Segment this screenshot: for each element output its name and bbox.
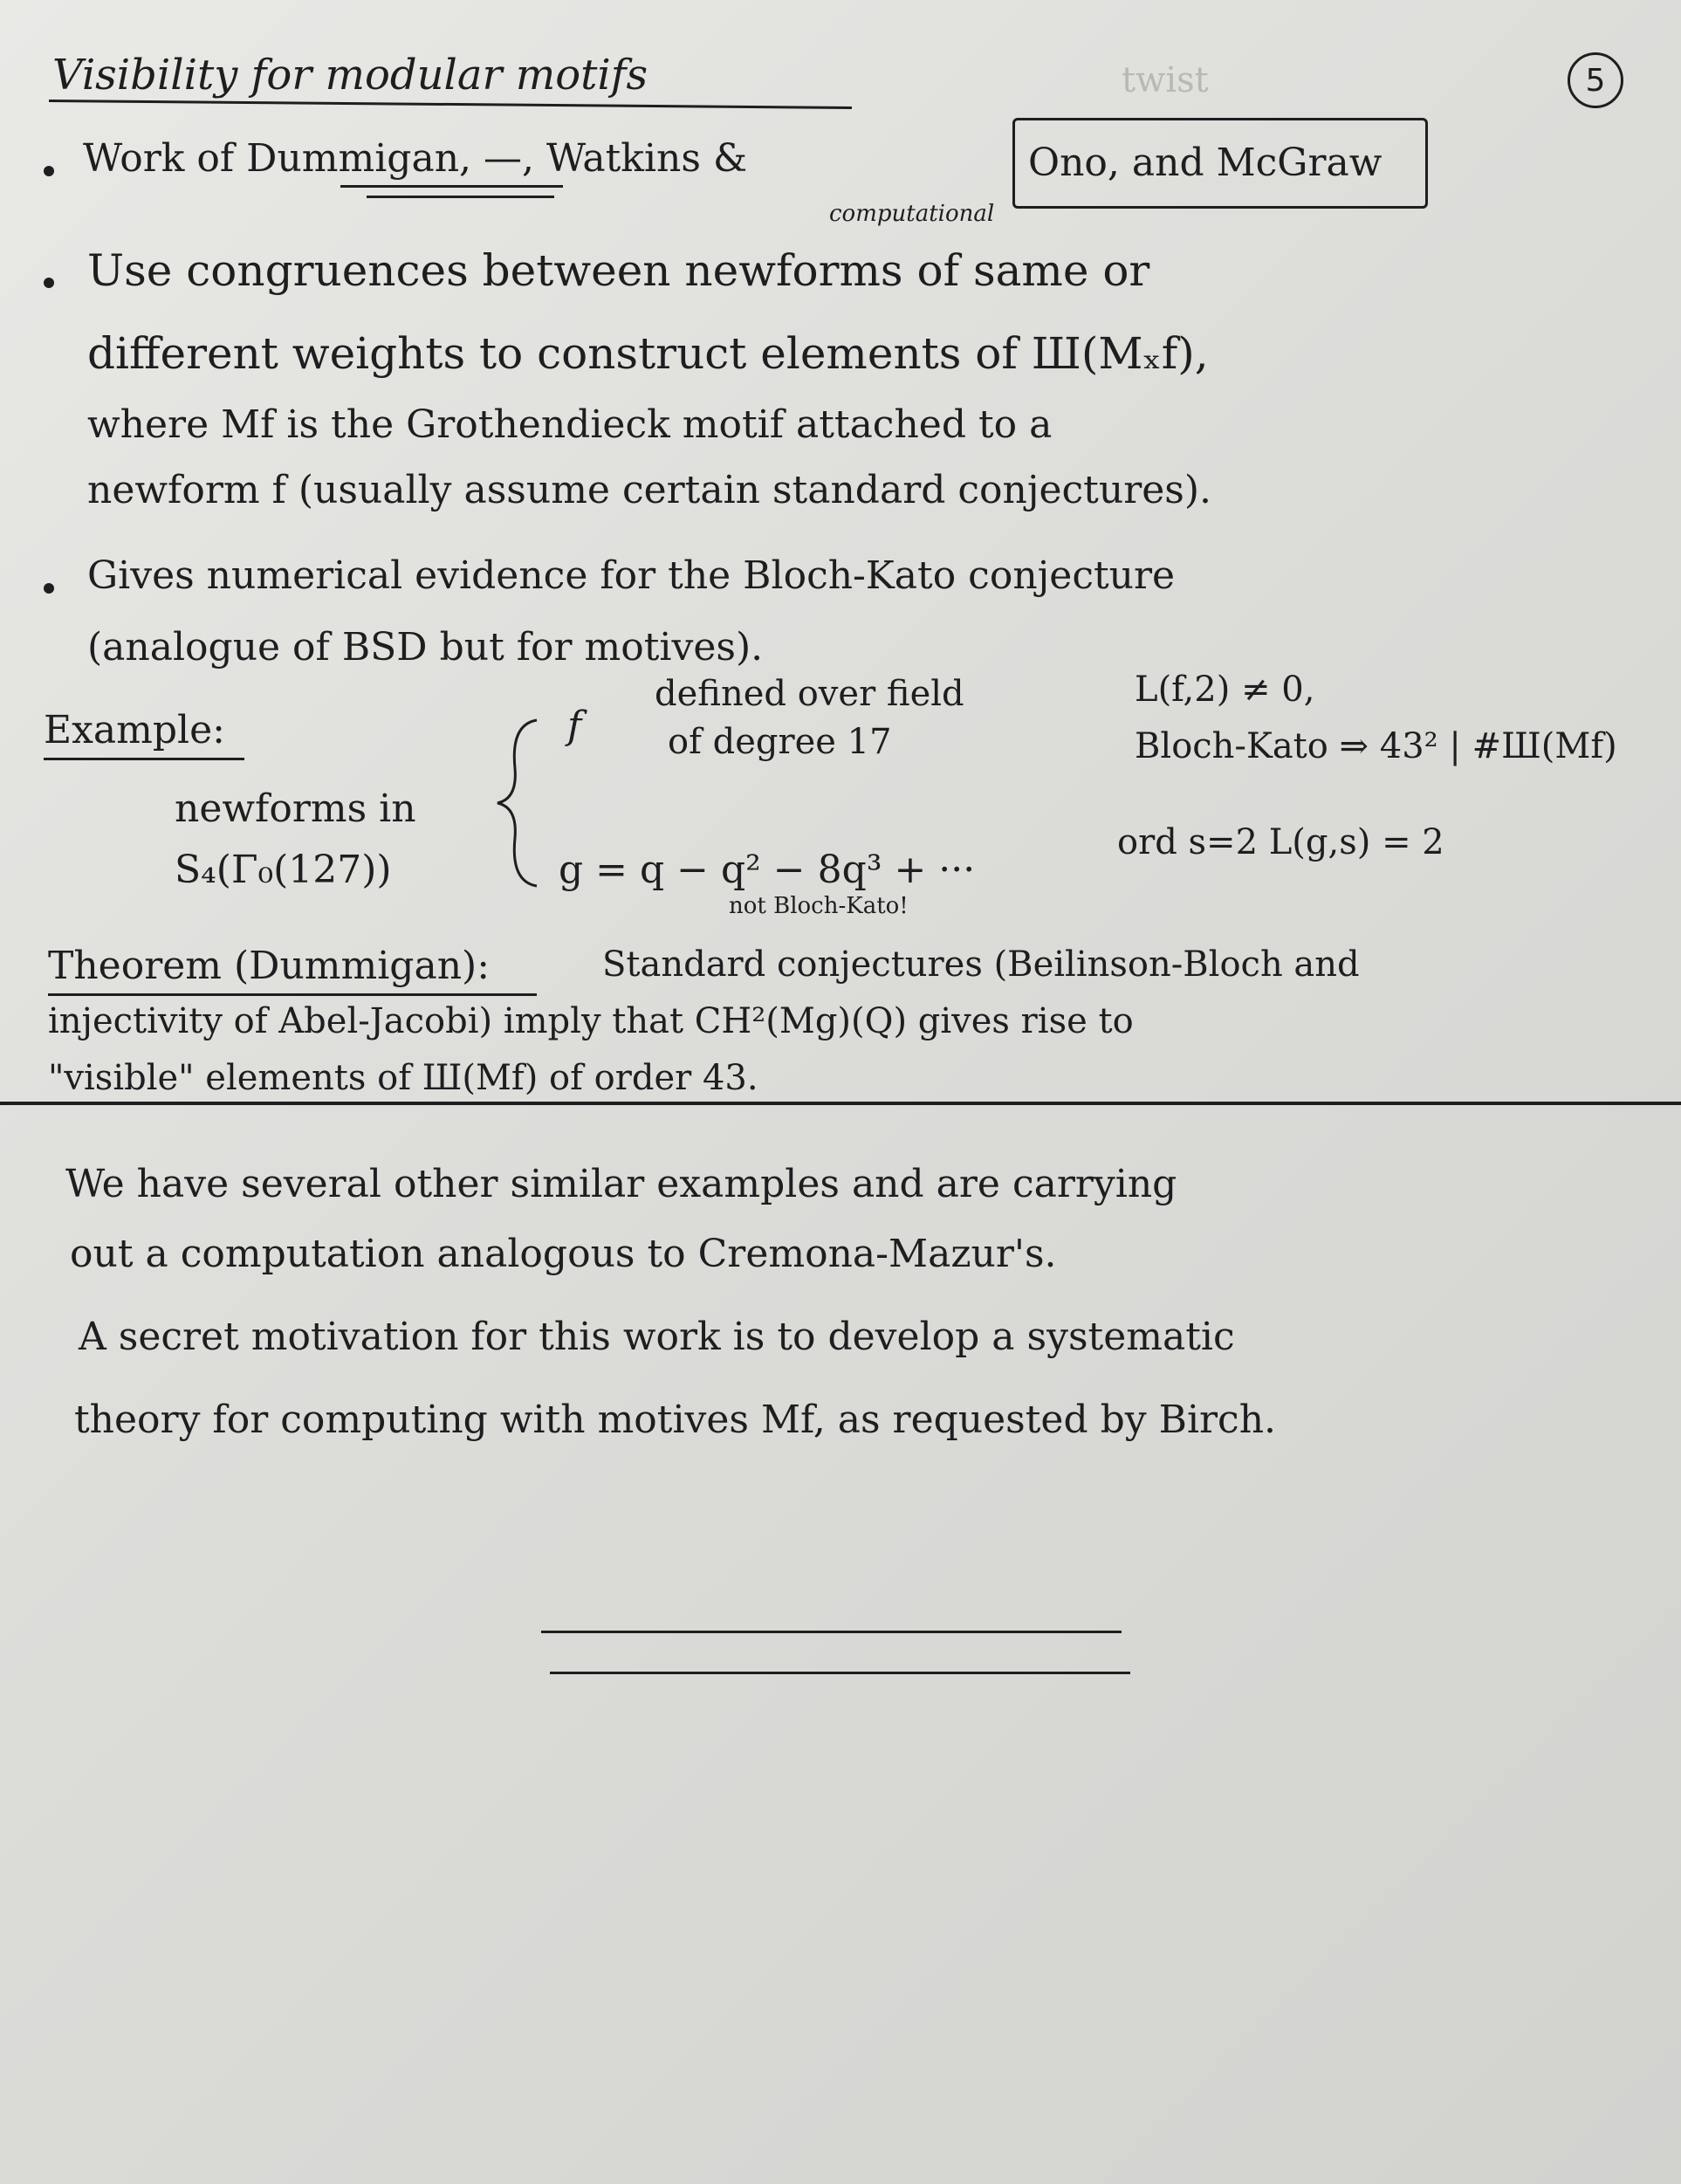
theorem-line-1: Standard conjectures (Beilinson-Bloch and <box>602 944 1360 985</box>
f-condition: L(f,2) ≠ 0, <box>1135 670 1315 710</box>
bullet-2-line-2: different weights to construct elements of Ш(Mₓf), <box>87 328 1209 379</box>
computational-note: computational <box>829 201 995 227</box>
dummigan-underline-2 <box>367 196 554 198</box>
theorem-label: Theorem (Dummigan): <box>48 944 491 988</box>
bullet-marker <box>44 583 54 594</box>
f-label: f <box>567 704 582 748</box>
page-number: 5 <box>1568 52 1623 108</box>
f-note-line-2: of degree 17 <box>668 722 892 762</box>
f-note-line-1: defined over field <box>655 674 964 714</box>
bullet-2-line-3: where Mf is the Grothendieck motif attached to a <box>87 402 1053 447</box>
faint-margin-word: twist <box>1122 60 1209 100</box>
bullet-1-line-1: Work of Dummigan, —, Watkins & <box>83 136 748 181</box>
theorem-line-2: injectivity of Abel-Jacobi) imply that CH²(Mg)(Q) gives rise to <box>48 1001 1134 1041</box>
g-condition: ord s=2 L(g,s) = 2 <box>1117 822 1444 862</box>
bullet-1-line-1-boxed: Ono, and McGraw <box>1028 141 1383 185</box>
theorem-underline <box>48 993 537 996</box>
title-underline <box>49 100 852 109</box>
example-space-line-2: S₄(Γ₀(127)) <box>175 848 392 892</box>
bullet-2-line-1: Use congruences between newforms of same or <box>87 245 1150 296</box>
f-result: Bloch-Kato ⇒ 43² | #Ш(Mf) <box>1135 726 1617 766</box>
example-space-line-1: newforms in <box>175 786 416 831</box>
g-expansion: g = q − q² − 8q³ + ··· <box>559 848 976 892</box>
footer-rule-1 <box>541 1631 1122 1633</box>
example-underline <box>44 758 244 760</box>
section-divider <box>0 1102 1681 1105</box>
dummigan-underline <box>340 185 563 188</box>
bullet-marker <box>44 166 54 176</box>
footer-rule-2 <box>550 1672 1130 1674</box>
bullet-2-line-4: newform f (usually assume certain standard conjectures). <box>87 468 1212 512</box>
bullet-3-line-2: (analogue of BSD but for motives). <box>87 625 764 670</box>
bullet-3-line-1: Gives numerical evidence for the Bloch-Kato conjecture <box>87 553 1176 598</box>
g-note: not Bloch-Kato! <box>729 893 909 919</box>
closing-line-1: We have several other similar examples and are carrying <box>65 1162 1177 1206</box>
example-brace <box>493 716 545 890</box>
closing-line-4: theory for computing with motives Mf, as requested by Birch. <box>74 1398 1277 1442</box>
closing-line-3: A secret motivation for this work is to develop a systematic <box>79 1315 1235 1359</box>
closing-line-2: out a computation analogous to Cremona-Mazur's. <box>70 1232 1057 1276</box>
bullet-marker <box>44 278 54 288</box>
theorem-line-3: "visible" elements of Ш(Mf) of order 43. <box>48 1058 758 1098</box>
example-label: Example: <box>44 708 225 752</box>
page-title: Visibility for modular motifs <box>52 51 648 100</box>
